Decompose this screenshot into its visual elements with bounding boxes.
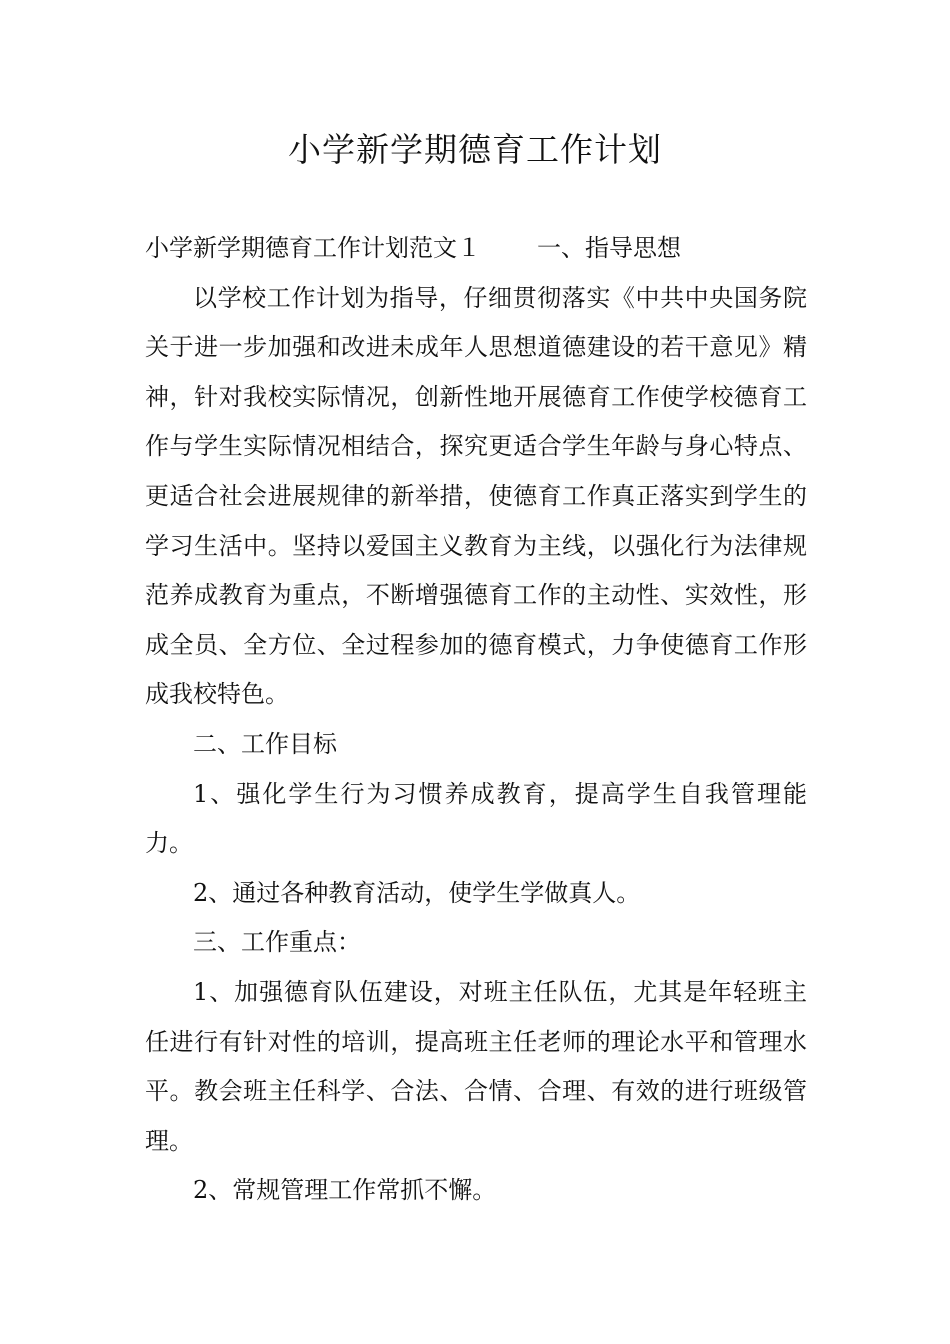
heading-work-goals: 二、工作目标 [193,729,337,758]
heading-work-focus: 三、工作重点： [193,928,361,957]
focus-item-2: 2、常规管理工作常抓不懈。 [193,1176,497,1205]
intro-line [145,224,807,274]
focus-item-1: 1、加强德育队伍建设，对班主任队伍，尤其是年轻班主任进行有针对性的培训，提高班主任老师的理论水平和管理水平。教会班主任科学、合法、合情、合理、有效的进行班级管理。 [145,977,807,1155]
goal-item-2: 2、通过各种教育活动，使学生学做真人。 [193,878,641,907]
paragraph-guiding-thought: 以学校工作计划为指导，仔细贯彻落实《中共中央国务院关于进一步加强和改进未成年人思想道德建设的若干意见》精神，针对我校实际情况，创新性地开展德育工作使学校德育工作与学生实际情况相结合，探究更适合学生年龄与身心特点、更适合社会进展规律的新举措，使德育工作真正落实到学生的学习生活中。坚持以爱国主义教育为主线，以强化行为法律规范养成教育为重点，不断增强德育工作的主动性、实效性，形成全员、全方位、全过程参加的德育模式，力争使德育工作形成我校特色。 [145,283,807,709]
goal-item-1: 1、强化学生行为习惯养成教育，提高学生自我管理能力。 [145,779,807,858]
document-title: 小学新学期德育工作计划 [288,130,662,169]
document-body [145,224,807,1216]
intro-label: 小学新学期德育工作计划范文１ [145,234,481,262]
heading-guiding-thought: 一、指导思想 [537,234,681,262]
